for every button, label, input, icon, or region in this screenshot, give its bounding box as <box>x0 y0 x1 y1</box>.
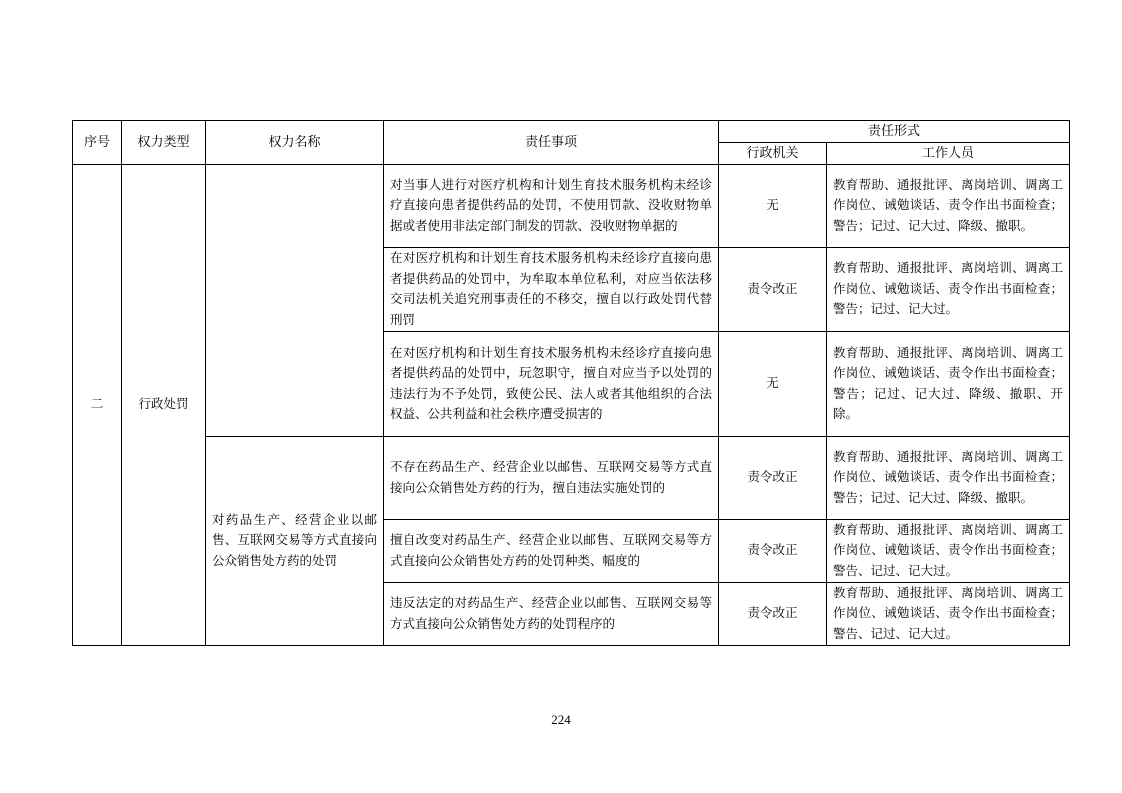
matter-cell: 擅自改变对药品生产、经营企业以邮售、互联网交易等方式直接向公众销售处方药的处罚种类、幅度的 <box>384 519 719 582</box>
staff-cell: 教育帮助、通报批评、离岗培训、调离工作岗位、诫勉谈话、责令作出书面检查；警告；记过、记大过。 <box>827 247 1070 331</box>
staff-cell: 教育帮助、通报批评、离岗培训、调离工作岗位、诫勉谈话、责令作出书面检查；警告；记过、记大过、降级、撤职。 <box>827 164 1070 247</box>
matter-cell: 对当事人进行对医疗机构和计划生育技术服务机构未经诊疗直接向患者提供药品的处罚，不使用罚款、没收财物单据或者使用非法定部门制发的罚款、没收财物单据的 <box>384 164 719 247</box>
responsibility-table <box>72 120 1070 646</box>
header-power-type: 权力类型 <box>122 121 206 165</box>
header-row <box>73 121 1070 143</box>
staff-cell: 教育帮助、通报批评、离岗培训、调离工作岗位、诫勉谈话、责令作出书面检查；警告、记过、记大过。 <box>827 519 1070 582</box>
header-staff: 工作人员 <box>827 143 1070 165</box>
agency-cell: 无 <box>719 331 827 436</box>
staff-cell: 教育帮助、通报批评、离岗培训、调离工作岗位、诫勉谈话、责令作出书面检查；警告；记过、记大过、降级、撤职。 <box>827 436 1070 519</box>
agency-cell: 无 <box>719 164 827 247</box>
seq-cell: 二 <box>73 164 122 645</box>
matter-cell: 在对医疗机构和计划生育技术服务机构未经诊疗直接向患者提供药品的处罚中，为牟取本单位私利，对应当依法移交司法机关追究刑事责任的不移交，擅自以行政处罚代替刑罚 <box>384 247 719 331</box>
agency-cell: 责令改正 <box>719 519 827 582</box>
matter-cell: 违反法定的对药品生产、经营企业以邮售、互联网交易等方式直接向公众销售处方药的处罚程序的 <box>384 582 719 645</box>
power-type-cell: 行政处罚 <box>122 164 206 645</box>
agency-cell: 责令改正 <box>719 582 827 645</box>
power-name-cell: 对药品生产、经营企业以邮售、互联网交易等方式直接向公众销售处方药的处罚 <box>206 436 384 645</box>
table-row <box>73 436 1070 519</box>
header-seq: 序号 <box>73 121 122 165</box>
table-row <box>73 164 1070 247</box>
matter-cell: 不存在药品生产、经营企业以邮售、互联网交易等方式直接向公众销售处方药的行为，擅自违法实施处罚的 <box>384 436 719 519</box>
agency-cell: 责令改正 <box>719 436 827 519</box>
agency-cell: 责令改正 <box>719 247 827 331</box>
power-name-cell <box>206 164 384 436</box>
page-number: 224 <box>551 712 571 727</box>
matter-cell: 在对医疗机构和计划生育技术服务机构未经诊疗直接向患者提供药品的处罚中，玩忽职守，擅自对应当予以处罚的违法行为不予处罚，致使公民、法人或者其他组织的合法权益、公共利益和社会秩序遭受损害的 <box>384 331 719 436</box>
staff-cell: 教育帮助、通报批评、离岗培训、调离工作岗位、诫勉谈话、责令作出书面检查；警告、记过、记大过。 <box>827 582 1070 645</box>
header-matter: 责任事项 <box>384 121 719 165</box>
staff-cell: 教育帮助、通报批评、离岗培训、调离工作岗位、诫勉谈话、责令作出书面检查；警告；记过、记大过、降级、撤职、开除。 <box>827 331 1070 436</box>
header-agency: 行政机关 <box>719 143 827 165</box>
header-power-name: 权力名称 <box>206 121 384 165</box>
header-responsibility-form: 责任形式 <box>719 121 1070 143</box>
